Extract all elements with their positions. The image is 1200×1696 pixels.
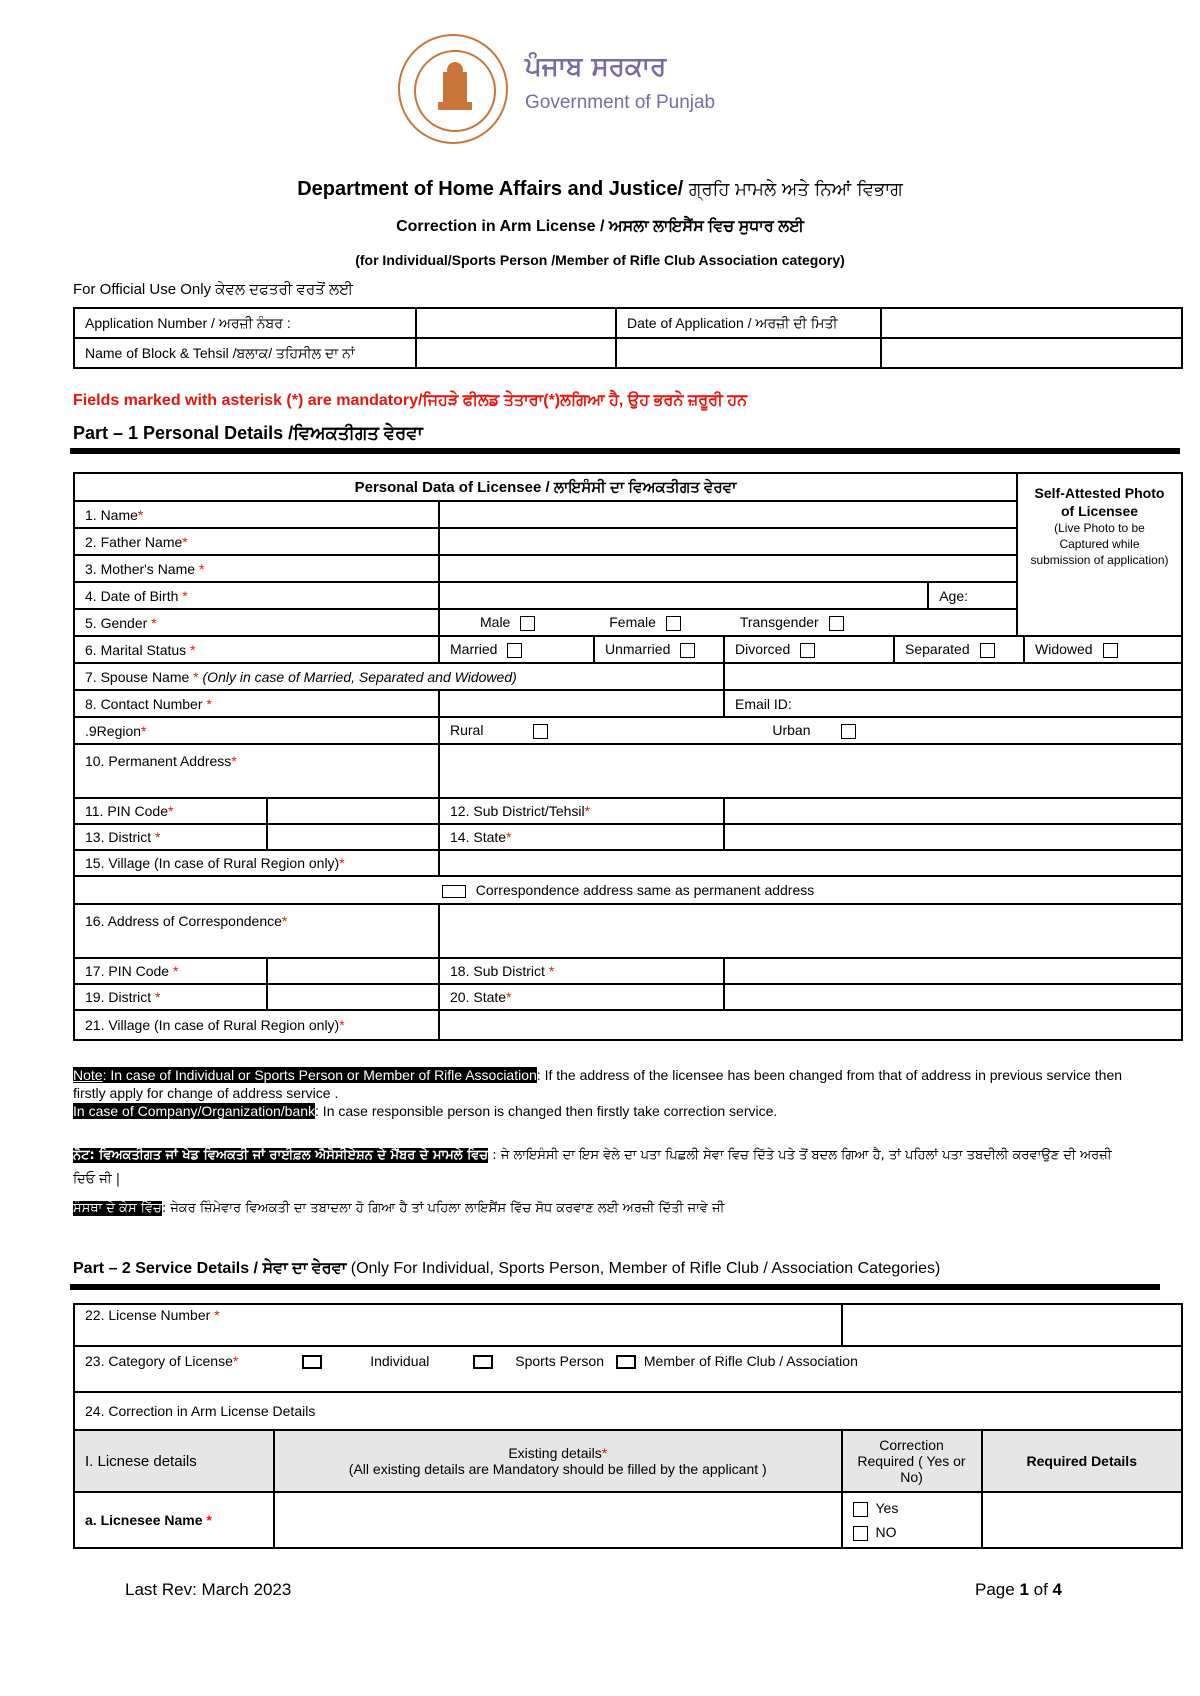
punjabi-organization-note: ਸੰਸਥਾ ਦੇ ਕੇਸ ਵਿੱਚ: ਜੇਕਰ ਜ਼ਿੰਮੇਵਾਰ ਵਿਅਕਤੀ ਦਾ ਤਬਾਦਲਾ ਹੋ ਗਿਆ ਹੈ ਤਾਂ ਪਹਿਲਾ ਲਾਇਸੈਂਸ ਵਿੱਚ ਸੋਧ ਕਰਵਾਣ ਲਈ ਅਰਜ਼ੀ ਦਿੱਤੀ ਜਾਵੇ ਜੀ — [73, 1201, 725, 1216]
unmarried-checkbox[interactable] — [680, 643, 695, 658]
separated-checkbox[interactable] — [980, 643, 995, 658]
village-label: 15. Village (In case of Rural Region only)* — [74, 850, 439, 876]
category-row: 23. Category of License* Individual Sports Person Member of Rifle Club / Association — [74, 1346, 1182, 1392]
dob-label: 4. Date of Birth * — [74, 582, 439, 609]
email-field[interactable]: Email ID: — [724, 690, 1182, 717]
correspondence-address-label: 16. Address of Correspondence* — [74, 904, 439, 958]
region-options: Rural Urban — [439, 717, 1182, 744]
village-2-label: 21. Village (In case of Rural Region only)* — [74, 1010, 439, 1040]
logo-text-punjabi: ਪੰਜਾਬ ਸਰਕਾਰ — [525, 52, 667, 82]
licensee-name-correction: Yes NO — [842, 1492, 982, 1548]
english-note: Note: In case of Individual or Sports Person or Member of Rifle Association: If the address of the licensee has been changed from that of address in previous service then firstly apply for change of address service . — [73, 1067, 1123, 1101]
permanent-address-field[interactable] — [439, 744, 1182, 798]
sub-district-field[interactable] — [724, 798, 1182, 824]
application-number-label: Application Number / ਅਰਜ਼ੀ ਨੰਬਰ : — [74, 308, 416, 338]
form-title: Correction in Arm License / ਅਸਲਾ ਲਾਇਸੈਂਸ ਵਿਚ ਸੁਧਾਰ ਲਈ — [396, 218, 804, 235]
personal-data-table-3 — [73, 662, 1183, 799]
application-date-label: Date of Application / ਅਰਜ਼ੀ ਦੀ ਮਿਤੀ — [616, 308, 881, 338]
address-table — [73, 797, 1183, 1041]
sub-district-2-label: 18. Sub District * — [439, 958, 724, 984]
block-tehsil-label: Name of Block & Tehsil /ਬਲਾਕ/ ਤਹਿਸੀਲ ਦਾ ਨਾਂ — [74, 338, 416, 368]
widowed-checkbox[interactable] — [1103, 643, 1118, 658]
last-revision: Last Rev: March 2023 — [125, 1580, 292, 1599]
dob-field[interactable] — [439, 582, 928, 609]
licensee-name-existing-field[interactable] — [274, 1492, 842, 1548]
separated-option: Separated — [894, 636, 1024, 663]
mother-name-field[interactable] — [439, 555, 1017, 582]
state-2-label: 20. State* — [439, 984, 724, 1010]
state-2-field[interactable] — [724, 984, 1182, 1010]
spouse-name-field[interactable] — [724, 663, 1182, 690]
contact-number-field[interactable] — [439, 690, 724, 717]
government-emblem-logo — [398, 34, 512, 146]
service-details-table — [73, 1303, 1183, 1549]
mandatory-note: Fields marked with asterisk (*) are mandatory/ਜਿਹੜੇ ਫੀਲਡ ਤੇਤਾਰਾ(*)ਲਗਿਆ ਹੈ, ਉਹ ਭਰਨੇ ਜ਼ਰੂਰੀ ਹਨ — [73, 392, 748, 409]
district-2-label: 19. District * — [74, 984, 267, 1010]
company-note: In case of Company/Organization/bank: In case responsible person is changed then firstly take correction service. — [73, 1103, 778, 1119]
correction-details-label: 24. Correction in Arm License Details — [74, 1392, 1182, 1430]
state-field[interactable] — [724, 824, 1182, 850]
licensee-name-required-field[interactable] — [982, 1492, 1183, 1548]
district-2-field[interactable] — [267, 984, 439, 1010]
divorced-option: Divorced — [724, 636, 894, 663]
district-field[interactable] — [267, 824, 439, 850]
logo-text-english: Government of Punjab — [525, 92, 716, 113]
region-label: .9Region* — [74, 717, 439, 744]
widowed-option: Widowed — [1024, 636, 1182, 663]
spouse-name-label: 7. Spouse Name * (Only in case of Married, Separated and Widowed) — [74, 663, 724, 690]
yes-checkbox[interactable] — [853, 1502, 868, 1517]
same-address-checkbox[interactable] — [442, 885, 466, 898]
father-name-label: 2. Father Name* — [74, 528, 439, 555]
block-tehsil-field-3[interactable] — [881, 338, 1182, 368]
village-2-field[interactable] — [439, 1010, 1182, 1040]
rural-checkbox[interactable] — [533, 724, 548, 739]
permanent-address-label: 10. Permanent Address* — [74, 744, 439, 798]
urban-checkbox[interactable] — [841, 724, 856, 739]
sub-district-label: 12. Sub District/Tehsil* — [439, 798, 724, 824]
block-tehsil-field-2[interactable] — [616, 338, 881, 368]
correspondence-address-field[interactable] — [439, 904, 1182, 958]
state-label: 14. State* — [439, 824, 724, 850]
married-checkbox[interactable] — [507, 643, 522, 658]
part2-title: Part – 2 Service Details / ਸੇਵਾ ਦਾ ਵੇਰਵਾ (Only For Individual, Sports Person, Member of Rifle Club / Association Categories) — [73, 1260, 941, 1277]
photo-title: Self-Attested Photo of Licensee — [1034, 485, 1165, 519]
part2-divider — [70, 1284, 1160, 1290]
license-details-header: I. Licnese details — [74, 1430, 274, 1492]
gender-options: Male Female Transgender — [439, 609, 1017, 636]
personal-data-table-2 — [73, 635, 1183, 664]
female-checkbox[interactable] — [666, 616, 681, 631]
license-number-label: 22. License Number * — [74, 1304, 842, 1346]
mother-name-label: 3. Mother's Name * — [74, 555, 439, 582]
official-use-table — [73, 307, 1183, 369]
department-title: Department of Home Affairs and Justice/ ਗ੍ਰਹਿ ਮਾਮਲੇ ਅਤੇ ਨਿਆਂ ਵਿਭਾਗ — [297, 178, 903, 200]
member-checkbox[interactable] — [616, 1355, 636, 1369]
sports-person-checkbox[interactable] — [473, 1355, 493, 1369]
photo-box[interactable] — [1017, 473, 1182, 636]
part1-divider — [70, 448, 1180, 454]
correction-required-header: Correction Required ( Yes or No) — [842, 1430, 982, 1492]
pin-code-label: 11. PIN Code* — [74, 798, 267, 824]
unmarried-option: Unmarried — [594, 636, 724, 663]
district-label: 13. District * — [74, 824, 267, 850]
page-number: Page 1 of 4 — [975, 1580, 1062, 1599]
existing-details-header: Existing details* (All existing details are Mandatory should be filled by the applicant ) — [274, 1430, 842, 1492]
pin-code-field[interactable] — [267, 798, 439, 824]
individual-checkbox[interactable] — [302, 1355, 322, 1369]
emblem-icon — [400, 36, 510, 146]
same-address-row: Correspondence address same as permanent address — [74, 876, 1182, 904]
name-field[interactable] — [439, 501, 1017, 528]
transgender-checkbox[interactable] — [829, 616, 844, 631]
marital-status-label: 6. Marital Status * — [74, 636, 439, 663]
note-highlight: Note: In case of Individual or Sports Person or Member of Rifle Association — [73, 1067, 537, 1083]
father-name-field[interactable] — [439, 528, 1017, 555]
photo-note: (Live Photo to be Captured while submission of application) — [1030, 521, 1169, 567]
pin-code-2-field[interactable] — [267, 958, 439, 984]
block-tehsil-field[interactable] — [416, 338, 616, 368]
official-use-label: For Official Use Only ਕੇਵਲ ਦਫਤਰੀ ਵਰਤੋਂ ਲਈ — [73, 281, 354, 298]
application-number-field[interactable] — [416, 308, 616, 338]
license-number-field[interactable] — [842, 1304, 1183, 1346]
pin-code-2-label: 17. PIN Code * — [74, 958, 267, 984]
personal-data-table — [73, 472, 1183, 637]
no-checkbox[interactable] — [853, 1526, 868, 1541]
age-field[interactable]: Age: — [928, 582, 1017, 609]
contact-number-label: 8. Contact Number * — [74, 690, 439, 717]
gender-label: 5. Gender * — [74, 609, 439, 636]
name-label: 1. Name* — [74, 501, 439, 528]
male-checkbox[interactable] — [520, 616, 535, 631]
personal-data-title: Personal Data of Licensee / ਲਾਇਸੰਸੀ ਦਾ ਵਿਅਕਤੀਗਤ ਵੇਰਵਾ — [74, 473, 1017, 501]
sub-district-2-field[interactable] — [724, 958, 1182, 984]
married-option: Married — [439, 636, 594, 663]
licensee-name-label: a. Licnesee Name * — [74, 1492, 274, 1548]
form-subtitle: (for Individual/Sports Person /Member of Rifle Club Association category) — [355, 252, 845, 268]
punjabi-note: ਨੋਟ: ਵਿਅਕਤੀਗਤ ਜਾਂ ਖੇਡ ਵਿਅਕਤੀ ਜਾਂ ਰਾਈਫ਼ਲ ਐਸੋਸੀਏਸ਼ਨ ਦੇ ਮੈਂਬਰ ਦੇ ਮਾਮਲੇ ਵਿਚ : ਜੇ ਲਾਇਸੰਸੀ ਦਾ ਇਸ ਵੇਲੇ ਦਾ ਪਤਾ ਪਿਛਲੀ ਸੇਵਾ ਵਿਚ ਦਿੱਤੇ ਪਤੇ ਤੋਂ ਬਦਲ ਗਿਆ ਹੈ, ਤਾਂ ਪਹਿਲਾਂ ਪਤਾ ਤਬਦੀਲੀ ਕਰਵਾਉਣ ਦੀ ਅਰਜ਼ੀ ਦਿਓ ਜੀ | — [73, 1148, 1112, 1187]
application-date-field[interactable] — [881, 308, 1182, 338]
village-field[interactable] — [439, 850, 1182, 876]
part1-title: Part – 1 Personal Details /ਵਿਅਕਤੀਗਤ ਵੇਰਵਾ — [73, 423, 423, 443]
divorced-checkbox[interactable] — [800, 643, 815, 658]
required-details-header: Required Details — [982, 1430, 1183, 1492]
